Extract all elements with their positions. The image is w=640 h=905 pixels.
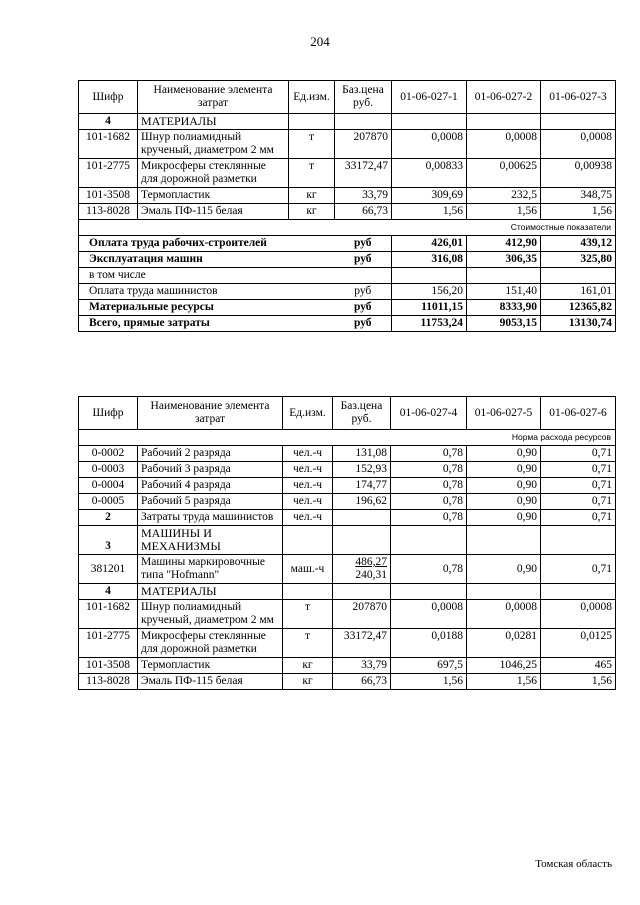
labor-total-v2: 0,90: [467, 510, 541, 526]
row-price: 33172,47: [335, 159, 392, 188]
summary-name: Материальные ресурсы: [79, 300, 335, 316]
row-code: 101-3508: [79, 658, 138, 674]
note-row: [79, 220, 616, 236]
row-value-1: 0,0008: [392, 130, 467, 159]
row-value-3: 0,0008: [541, 600, 616, 629]
summary-value-2: 8333,90: [467, 300, 541, 316]
row-value-3: 1,56: [541, 204, 616, 220]
header-col-2: 01-06-027-2: [467, 81, 541, 114]
header-col-3: 01-06-027-3: [541, 81, 616, 114]
summary-row: [79, 300, 616, 316]
row-value-1: 0,78: [391, 494, 467, 510]
summary-row: [79, 236, 616, 252]
row-name: Термопластик: [138, 658, 283, 674]
machine-v3: 0,71: [541, 555, 616, 584]
summary-unit: руб: [335, 252, 392, 268]
header-unit: Ед.изм.: [283, 397, 333, 430]
header-col-6: 01-06-027-6: [541, 397, 616, 430]
machine-code: 381201: [79, 555, 138, 584]
row-value-2: 0,90: [467, 462, 541, 478]
machine-price-main: 486,27: [355, 556, 387, 568]
material-row: [79, 204, 616, 220]
header-col-1: 01-06-027-1: [392, 81, 467, 114]
labor-row: [79, 446, 616, 462]
row-value-1: 1,56: [392, 204, 467, 220]
labor-row: [79, 494, 616, 510]
row-price: 33,79: [335, 188, 392, 204]
row-value-1: 0,0008: [391, 600, 467, 629]
header-price: Баз.цена руб.: [335, 81, 392, 114]
summary-row: [79, 284, 616, 300]
row-value-2: 1,56: [467, 674, 541, 690]
row-unit: кг: [283, 674, 333, 690]
material-row: [79, 130, 616, 159]
row-name: Рабочий 4 разряда: [138, 478, 283, 494]
summary-row: [79, 268, 616, 284]
summary-value-3: 439,12: [541, 236, 616, 252]
row-code: 101-3508: [79, 188, 138, 204]
summary-name: Эксплуатация машин: [79, 252, 335, 268]
row-price: 131,08: [333, 446, 391, 462]
material-row: [79, 600, 616, 629]
summary-unit: руб: [335, 284, 392, 300]
row-value-2: 0,90: [467, 494, 541, 510]
row-value-1: 0,78: [391, 446, 467, 462]
machine-price: [333, 555, 391, 584]
row-code: 0-0004: [79, 478, 138, 494]
summary-value-2: 412,90: [467, 236, 541, 252]
machine-unit: маш.-ч: [283, 555, 333, 584]
summary-value-1: 316,08: [392, 252, 467, 268]
machine-row: [79, 555, 616, 584]
row-price: 152,93: [333, 462, 391, 478]
resource-table-2: [78, 396, 616, 690]
header-unit: Ед.изм.: [289, 81, 335, 114]
page-number: 204: [310, 34, 330, 49]
summary-value-3: 161,01: [541, 284, 616, 300]
row-value-3: 0,71: [541, 494, 616, 510]
row-code: 113-8028: [79, 674, 138, 690]
section-code: 4: [79, 114, 138, 130]
row-value-3: 465: [541, 658, 616, 674]
note-row: [79, 430, 616, 446]
note-text: Стоимостные показатели: [79, 220, 616, 236]
row-code: 0-0002: [79, 446, 138, 462]
row-price: 196,62: [333, 494, 391, 510]
summary-name: Оплата труда машинистов: [79, 284, 335, 300]
table-header-row: [79, 81, 616, 114]
row-code: 0-0005: [79, 494, 138, 510]
summary-unit: руб: [335, 300, 392, 316]
section-code: 4: [79, 584, 138, 600]
note-text: Норма расхода ресурсов: [79, 430, 616, 446]
row-value-1: 0,0188: [391, 629, 467, 658]
row-value-3: 348,75: [541, 188, 616, 204]
material-row: [79, 159, 616, 188]
row-value-3: 1,56: [541, 674, 616, 690]
row-name: Микросферы стеклянные для дорожной разметки: [138, 159, 289, 188]
row-unit: т: [289, 130, 335, 159]
summary-value-2: 151,40: [467, 284, 541, 300]
row-value-2: 0,0008: [467, 130, 541, 159]
row-name: Рабочий 3 разряда: [138, 462, 283, 478]
row-name: Рабочий 5 разряда: [138, 494, 283, 510]
row-unit: т: [283, 600, 333, 629]
row-value-2: 0,0008: [467, 600, 541, 629]
material-row: [79, 629, 616, 658]
row-value-2: 0,90: [467, 446, 541, 462]
summary-value-1: 426,01: [392, 236, 467, 252]
machine-price-labor: 240,31: [355, 569, 387, 581]
labor-row: [79, 478, 616, 494]
summary-value-1: 11011,15: [392, 300, 467, 316]
row-value-1: 309,69: [392, 188, 467, 204]
row-code: 0-0003: [79, 462, 138, 478]
row-value-3: 0,71: [541, 478, 616, 494]
material-row: [79, 674, 616, 690]
labor-total-name: Затраты труда машинистов: [138, 510, 283, 526]
row-value-2: 1,56: [467, 204, 541, 220]
summary-value-3: 13130,74: [541, 316, 616, 332]
summary-row: [79, 252, 616, 268]
row-code: 101-2775: [79, 629, 138, 658]
row-value-1: 0,78: [391, 478, 467, 494]
row-value-1: 697,5: [391, 658, 467, 674]
labor-total-row: [79, 510, 616, 526]
row-name: Микросферы стеклянные для дорожной разметки: [138, 629, 283, 658]
row-unit: чел.-ч: [283, 494, 333, 510]
summary-name: Всего, прямые затраты: [79, 316, 335, 332]
labor-total-unit: чел.-ч: [283, 510, 333, 526]
row-code: 101-1682: [79, 130, 138, 159]
row-unit: кг: [289, 204, 335, 220]
row-name: Рабочий 2 разряда: [138, 446, 283, 462]
row-value-3: 0,00938: [541, 159, 616, 188]
row-value-1: 0,78: [391, 462, 467, 478]
row-value-2: 1046,25: [467, 658, 541, 674]
machines-section-row: [79, 526, 616, 555]
resource-table-1: [78, 80, 616, 332]
summary-value-1: 156,20: [392, 284, 467, 300]
header-price: Баз.цена руб.: [333, 397, 391, 430]
material-row: [79, 658, 616, 674]
header-code: Шифр: [79, 81, 138, 114]
row-name: Эмаль ПФ-115 белая: [138, 204, 289, 220]
labor-total-v1: 0,78: [391, 510, 467, 526]
summary-value-3: [541, 268, 616, 284]
summary-unit: руб: [335, 236, 392, 252]
row-value-3: 0,0125: [541, 629, 616, 658]
row-unit: т: [289, 159, 335, 188]
labor-total-v3: 0,71: [541, 510, 616, 526]
row-unit: чел.-ч: [283, 462, 333, 478]
row-name: Шнур полиамидный крученый, диаметром 2 мм: [138, 130, 289, 159]
header-col-4: 01-06-027-4: [391, 397, 467, 430]
section-title: МАТЕРИАЛЫ: [138, 584, 283, 600]
row-value-3: 0,71: [541, 462, 616, 478]
summary-name: Оплата труда рабочих-строителей: [79, 236, 335, 252]
summary-value-3: 325,80: [541, 252, 616, 268]
machines-code: 3: [79, 526, 138, 555]
summary-value-2: [467, 268, 541, 284]
region-footer: Томская область: [535, 858, 612, 870]
machine-v2: 0,90: [467, 555, 541, 584]
machine-name: Машины маркировочные типа "Hofmann": [138, 555, 283, 584]
section-row: [79, 114, 616, 130]
section-row: [79, 584, 616, 600]
material-row: [79, 188, 616, 204]
labor-row: [79, 462, 616, 478]
row-value-1: 0,00833: [392, 159, 467, 188]
header-col-5: 01-06-027-5: [467, 397, 541, 430]
row-price: 33172,47: [333, 629, 391, 658]
row-name: Шнур полиамидный крученый, диаметром 2 мм: [138, 600, 283, 629]
header-code: Шифр: [79, 397, 138, 430]
summary-unit: [335, 268, 392, 284]
summary-name: в том числе: [79, 268, 335, 284]
summary-value-2: 9053,15: [467, 316, 541, 332]
section-title: МАТЕРИАЛЫ: [138, 114, 289, 130]
row-value-1: 1,56: [391, 674, 467, 690]
row-price: 66,73: [333, 674, 391, 690]
row-code: 101-1682: [79, 600, 138, 629]
row-price: 174,77: [333, 478, 391, 494]
row-price: 207870: [335, 130, 392, 159]
row-price: 66,73: [335, 204, 392, 220]
row-unit: кг: [289, 188, 335, 204]
row-unit: кг: [283, 658, 333, 674]
row-unit: чел.-ч: [283, 478, 333, 494]
row-unit: т: [283, 629, 333, 658]
labor-total-code: 2: [79, 510, 138, 526]
row-value-2: 0,00625: [467, 159, 541, 188]
machines-title: МАШИНЫ И МЕХАНИЗМЫ: [138, 526, 283, 555]
header-name: Наименование элемента затрат: [138, 81, 289, 114]
row-value-2: 0,90: [467, 478, 541, 494]
summary-row: [79, 316, 616, 332]
row-name: Эмаль ПФ-115 белая: [138, 674, 283, 690]
row-price: 33,79: [333, 658, 391, 674]
row-price: 207870: [333, 600, 391, 629]
row-name: Термопластик: [138, 188, 289, 204]
summary-value-1: [392, 268, 467, 284]
row-value-2: 0,0281: [467, 629, 541, 658]
machine-v1: 0,78: [391, 555, 467, 584]
summary-unit: руб: [335, 316, 392, 332]
row-code: 101-2775: [79, 159, 138, 188]
summary-value-3: 12365,82: [541, 300, 616, 316]
row-code: 113-8028: [79, 204, 138, 220]
row-value-2: 232,5: [467, 188, 541, 204]
row-value-3: 0,0008: [541, 130, 616, 159]
header-name: Наименование элемента затрат: [138, 397, 283, 430]
summary-value-1: 11753,24: [392, 316, 467, 332]
summary-value-2: 306,35: [467, 252, 541, 268]
row-value-3: 0,71: [541, 446, 616, 462]
row-unit: чел.-ч: [283, 446, 333, 462]
table-header-row: [79, 397, 616, 430]
